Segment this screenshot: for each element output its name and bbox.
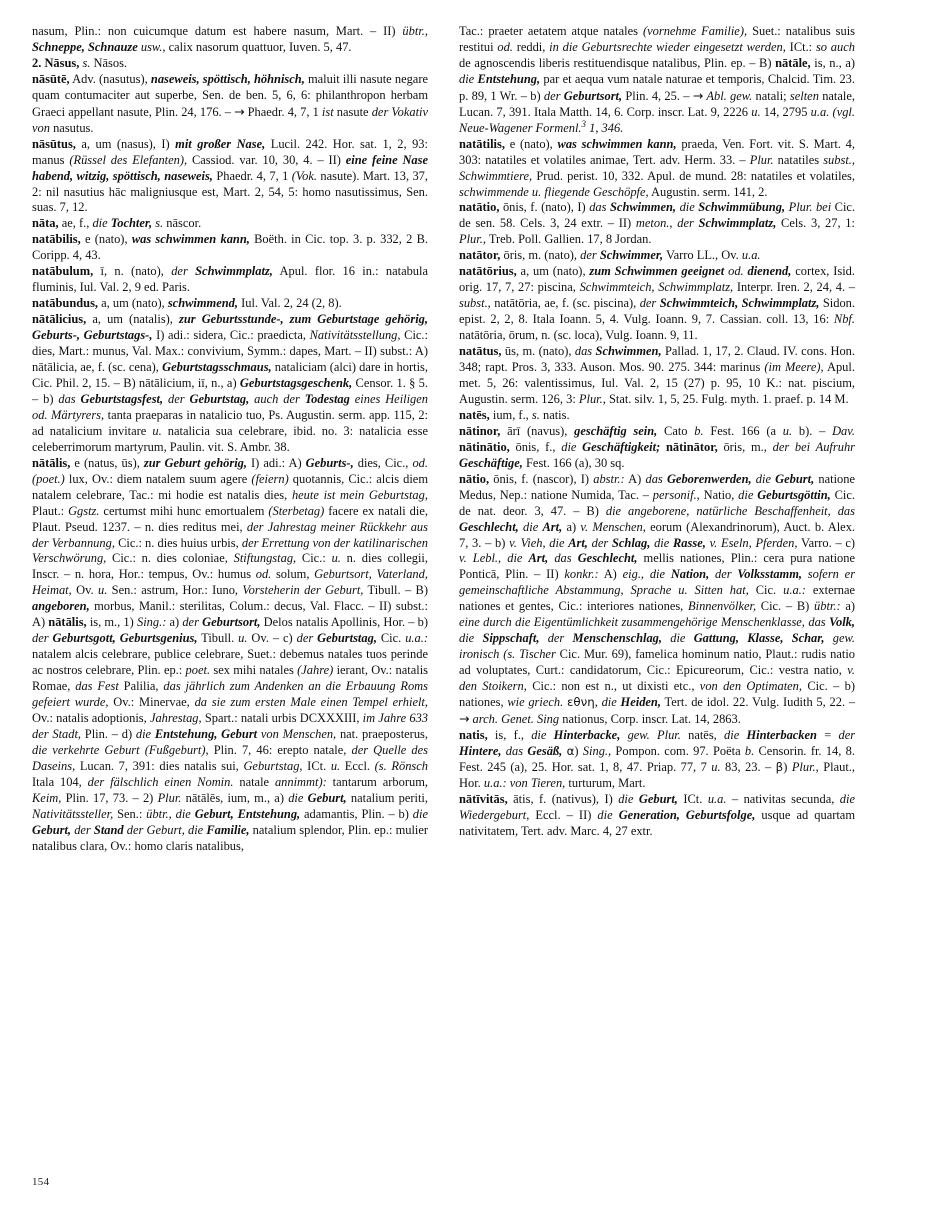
dictionary-entry: natābilis, e (nato), was schwimmen kann, Boëth. in Cic. top. 3. p. 332, 2 B. Coripp. 4, 43. xyxy=(32,232,429,263)
dictionary-entry: nāsūtus, a, um (nasus), I) mit großer Nase, Lucil. 242. Hor. sat. 1, 2, 93: manus (Rüssel des Elefanten), Cassiod. var. 10, 30, 4. – II) eine feine Nase habend, witzig, spöttisch, naseweis, Phaedr. 4, 7, 1 (Vok. nasute). Mart. 13, 37, 2: nil nasutius hāc maligniusque est, Mart. 2, 54, 5: homo nasutissimus, Sen. suas. 7, 12. xyxy=(32,136,429,215)
dictionary-entry: nasum, Plin.: non cuicumque datum est habere nasum, Mart. – II) übtr., Schneppe, Schnauze usw., calix nasorum quattuor, Iuven. 5, 47. xyxy=(32,24,428,54)
dictionary-entry: natis, is, f., die Hinterbacke, gew. Plur. natēs, die Hinterbacken = der Hintere, das Gesäß, α) Sing., Pompon. com. 97. Poëta b. Censorin. fr. 14, 8. Fest. 245 (a), 25. Hor. sat. 1, 8, 47. Priap. 77, 7 u. 83, 23. – β) Plur., Plaut., Hor. u.a.: von Tieren, turturum, Mart. xyxy=(459,727,856,790)
dictionary-entry: nātīvitās, ātis, f. (nativus), I) die Geburt, ICt. u.a. – nativitas secunda, die Wiedergeburt, Eccl. – II) die Generation, Geburtsfolge, usque ad quartam nativitatem, Tert. adv. Marc. 4, 27 extr. xyxy=(459,791,856,838)
dictionary-entry: nātinor, ārī (navus), geschäftig sein, Cato b. Fest. 166 (a u. b). – Dav. nātinātio, ōnis, f., die Geschäftigkeit; nātinātor, ōris, m., der bei Aufruhr Geschäftige, Fest. 166 (a), 30 sq. xyxy=(459,423,856,470)
dictionary-entry: natātio, ōnis, f. (nato), I) das Schwimmen, die Schwimmübung, Plur. bei Cic. de sen. 58. Cels. 3, 24 extr. – II) meton., der Schwimmplatz, Cels. 3, 27, 1: Plur., Treb. Poll. Gallien. 17, 8 Jordan. xyxy=(459,200,856,247)
left-column xyxy=(32,24,428,1164)
dictionary-entry: natātilis, e (nato), was schwimmen kann, praeda, Ven. Fort. vit. S. Mart. 4, 303: natatiles et volatiles animae, Tert. adv. Herm. 33. – Plur. natatiles subst., Schwimmtiere, Prud. perist. 10, 332. Apul. de mund. 28: natatiles et volatiles, schwimmende u. fliegende Geschöpfe, Augustin. serm. 141, 2. xyxy=(459,136,855,199)
dictionary-entry: natēs, ium, f., s. natis. xyxy=(459,407,570,422)
dictionary-entry: Tac.: praeter aetatem atque natales (vornehme Familie), Suet.: natalibus suis restitui od. reddi, in die Geburtsrechte wieder eingesetzt werden, ICt.: so auch de agnoscendis liberis restituendisque natalibus, Plin. ep. – B) nātāle, is, n., a) die Entstehung, par et aequa vum natale naturae et temporis, Chalcid. Tim. 23. p. 89, 1 Wr. – b) der Geburtsort, Plin. 4, 25. – → Abl. gew. natali; selten natale, Lucan. 7, 391. Itala Matth. 14, 6. Corp. inscr. Lat. 9, 2226 u. 14, 2795 u.a. (vgl. Neue-Wagener Formenl.$^3$ 1, 346. xyxy=(459,24,856,135)
page-number: 154 xyxy=(32,1176,50,1188)
dictionary-entry: nātālicius, a, um (natalis), zur Geburtsstunde-, zum Geburtstage gehörig, Geburts-, Geburtstags-, I) adi.: sidera, Cic.: praedicta, Nativitätsstellung, Cic.: dies, Mart.: munus, Val. Max.: convivium, Symm.: dapes, Mart. – II) subst.: A) nātālicia, ae, f. (sc. cena), Geburtstagsschmaus, nataliciam (alci) dare in hortis, Cic. Phil. 2, 15. – B) nātālicium, iī, n., a) Geburtstagsgeschenk, Censor. 1. § 5. – b) das Geburtstagsfest, der Geburtstag, auch der Todestag eines Heiligen od. Märtyrers, tanta praeparas in natalicio tuo, Ps. Augustin. serm. app. 115, 2: ad natalicium invitare u. natalicia sua celebrare, ibid. no. 3: natalicia esse celeberrimorum martyrum, Paulin. vit. S. Ambr. 38. xyxy=(32,312,429,454)
dictionary-entry: nāta, ae, f., die Tochter, s. nāscor. xyxy=(32,216,202,231)
dictionary-entry: nāsūtē, Adv. (nasutus), naseweis, spöttisch, höhnisch, maluit illi nasute negare quam contumaciter aut superbe, Sen. de ben. 5, 6, 6: philanthropon herbam Graeci appellant nasute, Plin. 24, 176. – → Phaedr. 4, 7, 1 ist nasute der Vokativ von nasutus. xyxy=(32,71,429,135)
page-columns xyxy=(32,24,903,1164)
dictionary-entry: natābundus, a, um (nato), schwimmend, Iul. Val. 2, 24 (2, 8). xyxy=(32,296,342,311)
dictionary-entry: natābulum, ī, n. (nato), der Schwimmplatz, Apul. flor. 16 in.: natabula fluminis, Iul. Val. 2, 9 ed. Paris. xyxy=(32,264,429,295)
dictionary-entry: natātōrius, a, um (nato), zum Schwimmen geeignet od. dienend, cortex, Isid. orig. 17, 7, 27: piscina, Schwimmteich, Schwimmplatz, Interpr. Iren. 2, 24, 4. – subst., natātōria, ae, f. (sc. piscina), der Schwimmteich, Schwimmplatz, Sidon. epist. 2, 2, 8. Itala Ioann. 5, 4. Vulg. Ioann. 9, 7. Cassian. coll. 13, 16: Nbf. natātōria, ōrum, n. (sc. loca), Vulg. Ioann. 9, 11. xyxy=(459,264,856,343)
right-column xyxy=(459,24,855,1164)
dictionary-entry: 2. Nāsus, s. Nāsos. xyxy=(32,55,128,70)
dictionary-entry: natātus, ūs, m. (nato), das Schwimmen, Pallad. 1, 17, 2. Claud. IV. cons. Hon. 348; rapt. Pros. 3, 333. Auson. Mos. 90. 275. 344: marinus (im Meere), Apul. met. 5, 26: valentissimus, Iul. Val. 2, 15 (27) p. 95, 10 K.: nat. piscium, Augustin. serm. 126, 3: Plur., Stat. silv. 1, 5, 25. Fulg. myth. 1. praef. p. 14 M. xyxy=(459,344,855,406)
dictionary-entry: nātālis, e (natus, ūs), zur Geburt gehörig, I) adi.: A) Geburts-, dies, Cic., od. (poet.) lux, Ov.: diem natalem suum agere (feiern) quotannis, Cic.: alcis diem natalem celebrare, Tac.: mi hodie est natalis dies, heute ist mein Geburtstag, Plaut.: Ggstz. certumst mihi hunc emortualem (Sterbetag) facere ex natali die, Plaut. Pseud. 1237. – n. dies reditus mei, der Jahrestag meiner Rückkehr aus der Verbannung, Cic.: n. dies huius urbis, der Errettung von der katilinarischen Verschwörung, Cic.: n. dies coloniae, Stiftungstag, Cic.: u. n. dies collegii, Inscr. – n. hora, Hor.: tempus, Ov.: humus od. solum, Geburtsort, Vaterland, Heimat, Ov. u. Sen.: astrum, Hor.: Iuno, Vorsteherin der Geburt, Tibull. – B) angeboren, morbus, Manil.: sterilitas, Colum.: decus, Val. Flacc. – II) subst.: A) nātālis, is, m., 1) Sing.: a) der Geburtsort, Delos natalis Apollinis, Hor. – b) der Geburtsgott, Geburtsgenius, Tibull. u. Ov. – c) der Geburtstag, Cic. u.a.: natalem alcis celebrare, publice celebrare, Suet.: debemus natales tuos perinde ac nostros celebrare, Plin. ep.: poet. sex mihi natales (Jahre) ierant, Ov.: natalis Romae, das Fest Palilia, das jährlich zum Andenken an die Erbauung Roms gefeiert wurde, Ov.: Minervae, da sie zum ersten Male einen Tempel erhielt, Ov.: natalis adoptionis, Jahrestag, Spart.: natali urbis DCXXXIII, im Jahre 633 der Stadt, Plin. – d) die Entstehung, Geburt von Menschen, nat. praeposterus, die verkehrte Geburt (Fußgeburt), Plin. 7, 46: erepto natale, der Quelle des Daseins, Lucan. 7, 391: dies natalis sui, Geburtstag, ICt. u. Eccl. (s. Rönsch Itala 104, der fälschlich einen Nomin. natale annimmt): tantarum arborum, Keim, Plin. 17, 73. – 2) Plur. nātālēs, ium, m., a) die Geburt, natalium periti, Nativitätssteller, Sen.: übtr., die Geburt, Entstehung, adamantis, Plin. – b) die Geburt, der Stand der Geburt, die Familie, natalium splendor, Plin. ep.: mulier natalibus clara, Ov.: homo claris natalibus, xyxy=(32,455,429,853)
dictionary-entry: nātio, ōnis, f. (nascor), I) abstr.: A) das Geborenwerden, die Geburt, natione Medus, Nep.: natione Numida, Tac. – personif., Natio, die Geburtsgöttin, Cic. de nat. deor. 3, 47. – B) die angeborene, natürliche Beschaffenheit, das Geschlecht, die Art, a) v. Menschen, eorum (Alexandrinorum), Auct. b. Alex. 7, 3. – b) v. Vieh, die Art, der Schlag, die Rasse, v. Eseln, Pferden, Varro. – c) v. Lebl., die Art, das Geschlecht, mellis nationes, Plin.: cera pura natione Ponticā, Plin. – II) konkr.: A) eig., die Nation, der Volksstamm, sofern er gemeinschaftliche Abstammung, Sprache u. Sitten hat, Cic. u.a.: externae nationes et gentes, Cic.: interiores nationes, Binnenvölker, Cic. – B) übtr.: a) eine durch die Eigentümlichkeit zusammengehörige Menschenklasse, das Volk, die Sippschaft, der Menschenschlag, die Gattung, Klasse, Schar, gew. ironisch (s. Tischer Cic. Mur. 69), famelica hominum natio, Plaut.: rudis natio ad voluptates, Curt.: candidatorum, Cic.: Epicureorum, Cic.: vestra natio, v. den Stoikern, Cic.: non est n., ut dixisti etc., von den Optimaten, Cic. – b) nationes, wie griech. εθνη, die Heiden, Tert. de idol. 22. Vulg. Iudith 5, 22. – → arch. Genet. Sing nationus, Corp. inscr. Lat. 14, 2863. xyxy=(459,471,856,726)
dictionary-entry: natātor, ōris, m. (nato), der Schwimmer, Varro LL., Ov. u.a. xyxy=(459,248,761,263)
